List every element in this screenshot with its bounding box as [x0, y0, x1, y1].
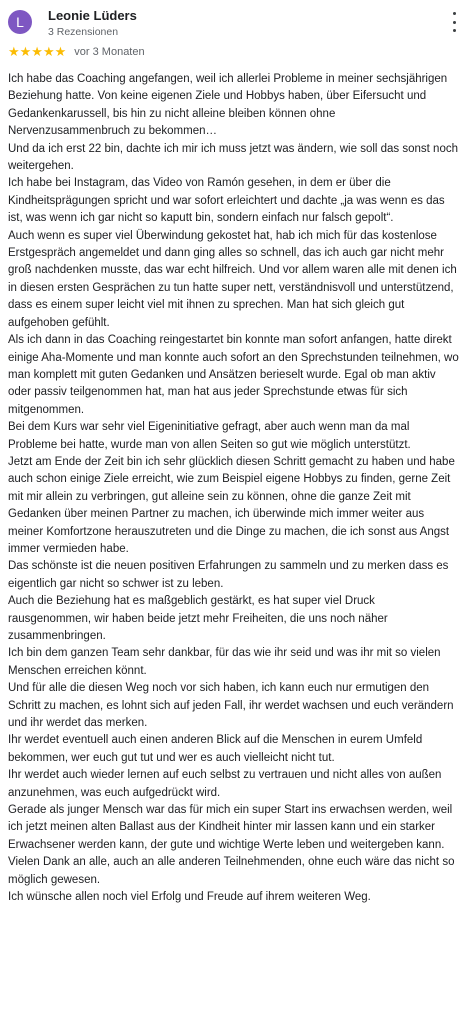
rating-row	[8, 44, 145, 60]
review-paragraph: Gerade als junger Mensch war das für mich ein super Start ins erwachsen werden, weil ich jetzt meinen alten Ballast aus der Kindheit hinter mir lassen kann und ein starker Erwachsener werden kann, der gute und wichtige Werte leben und weitergeben kann.	[8, 804, 453, 851]
review-paragraph: Vielen Dank an alle, auch an alle anderen Teilnehmenden, ohne euch wäre das nicht so möglich gewesen.	[8, 856, 455, 886]
review-paragraph: Ich habe bei Instagram, das Video von Ramón gesehen, in dem er über die Kindheitsprägungen spricht und war sofort erleichtert und dachte „ja was wenn es das ist, was wenn ich gar nicht so kaputt bin, sondern einfach nur falsch gepolt“.	[8, 177, 445, 225]
author-name[interactable]: Leonie Lüders	[48, 8, 137, 23]
review-paragraph: Ihr werdet eventuell auch einen anderen Blick auf die Menschen in eurem Umfeld bekommen, wer euch gut tut und wer es auch vielleicht nicht tut.	[8, 734, 423, 764]
review-paragraph: Auch wenn es super viel Überwindung gekostet hat, hab ich mich für das kostenlose Erstgespräch angemeldet und dann ging alles so schnell, das ich auch gar nicht mehr groß nachdenken musste, das war echt hilfreich. Und vor allem waren alle mit denen ich in diesen ersten Gesprächen zu tun hatte super nett, verständnisvoll und unterstützend, dass es einem super leicht viel mit ihnen zu sprechen. Man hat sich gleich gut aufgehoben gefühlt.	[8, 229, 457, 329]
review-paragraph: Und für alle die diesen Weg noch vor sich haben, ich kann euch nur ermutigen den Schritt zu machen, es lohnt sich auf jeden Fall, ihr werdet wachsen und euch verändern und ihr werdet das merken.	[8, 682, 454, 730]
review-paragraph: Das schönste ist die neuen positiven Erfahrungen zu sammeln und zu merken dass es eigentlich gar nicht so schwer ist zu leben.	[8, 560, 449, 590]
more-vert-icon[interactable]	[448, 12, 460, 32]
review-paragraph: Ich wünsche allen noch viel Erfolg und Freude auf ihrem weiteren Weg.	[8, 891, 371, 904]
author-review-count: 3 Rezensionen	[48, 26, 119, 38]
review-paragraph: Ich habe das Coaching angefangen, weil ich allerlei Probleme in meiner sechsjährigen Beziehung hatte. Von keine eigenen Ziele und Hobbys haben, über Eifersucht und Gedankenkarussell, bis hin zu nicht alleine bleiben können ohne Nervenzusammenbruch zu bekommen…	[8, 73, 448, 138]
review-text	[8, 71, 460, 907]
review-paragraph: Jetzt am Ende der Zeit bin ich sehr glücklich diesen Schritt gemacht zu haben und habe auch schon einige Ziele erreicht, wie zum Beispiel eigene Hobbys zu finden, gerne Zeit mit mir allein zu verbringen, gut alleine sein zu können, ohne die ganze Zeit mit Gedanken über meinen Partner zu machen, ich überwinde mich immer weiter aus meiner Komfortzone herauszutreten und die Dinge zu machen, die ich sonst aus Angst immer vermieden habe.	[8, 455, 455, 555]
review-paragraph: Bei dem Kurs war sehr viel Eigeninitiative gefragt, aber auch wenn man da mal Probleme bei hatte, wurde man von allen Seiten so gut wie möglich unterstützt.	[8, 421, 411, 451]
review-paragraph: Als ich dann in das Coaching reingestartet bin konnte man sofort anfangen, hatte direkt einige Aha-Momente und man konnte auch sofort an den Sprechstunden teilnehmen, wo man komplett mit guten Gedanken und Ansätzen berieselt wurde. Egal ob man aktiv oder passiv teilgenommen hat, man hat aus jeder Sprechstunde etwas für sich mitgenommen.	[8, 334, 459, 416]
review-paragraph: Und da ich erst 22 bin, dachte ich mir ich muss jetzt was ändern, wie soll das sonst noch weitergehen.	[8, 142, 458, 173]
avatar[interactable]: L	[8, 10, 32, 34]
review-paragraph: Ich bin dem ganzen Team sehr dankbar, für das wie ihr seid und was ihr mit so vielen Menschen erreichen könnt.	[8, 647, 441, 677]
review-paragraph: Ihr werdet auch wieder lernen auf euch selbst zu vertrauen und nicht alles von außen anzunehmen, was euch aufgedrückt wird.	[8, 769, 442, 799]
review-paragraph: Auch die Beziehung hat es maßgeblich gestärkt, es hat super viel Druck rausgenommen, wir haben beide jetzt mehr Freiheiten, die uns noch näher zusammenbringen.	[8, 595, 388, 642]
review-header	[8, 6, 462, 40]
star-rating: ★★★★★	[8, 44, 67, 59]
review-time: vor 3 Monaten	[74, 46, 145, 58]
